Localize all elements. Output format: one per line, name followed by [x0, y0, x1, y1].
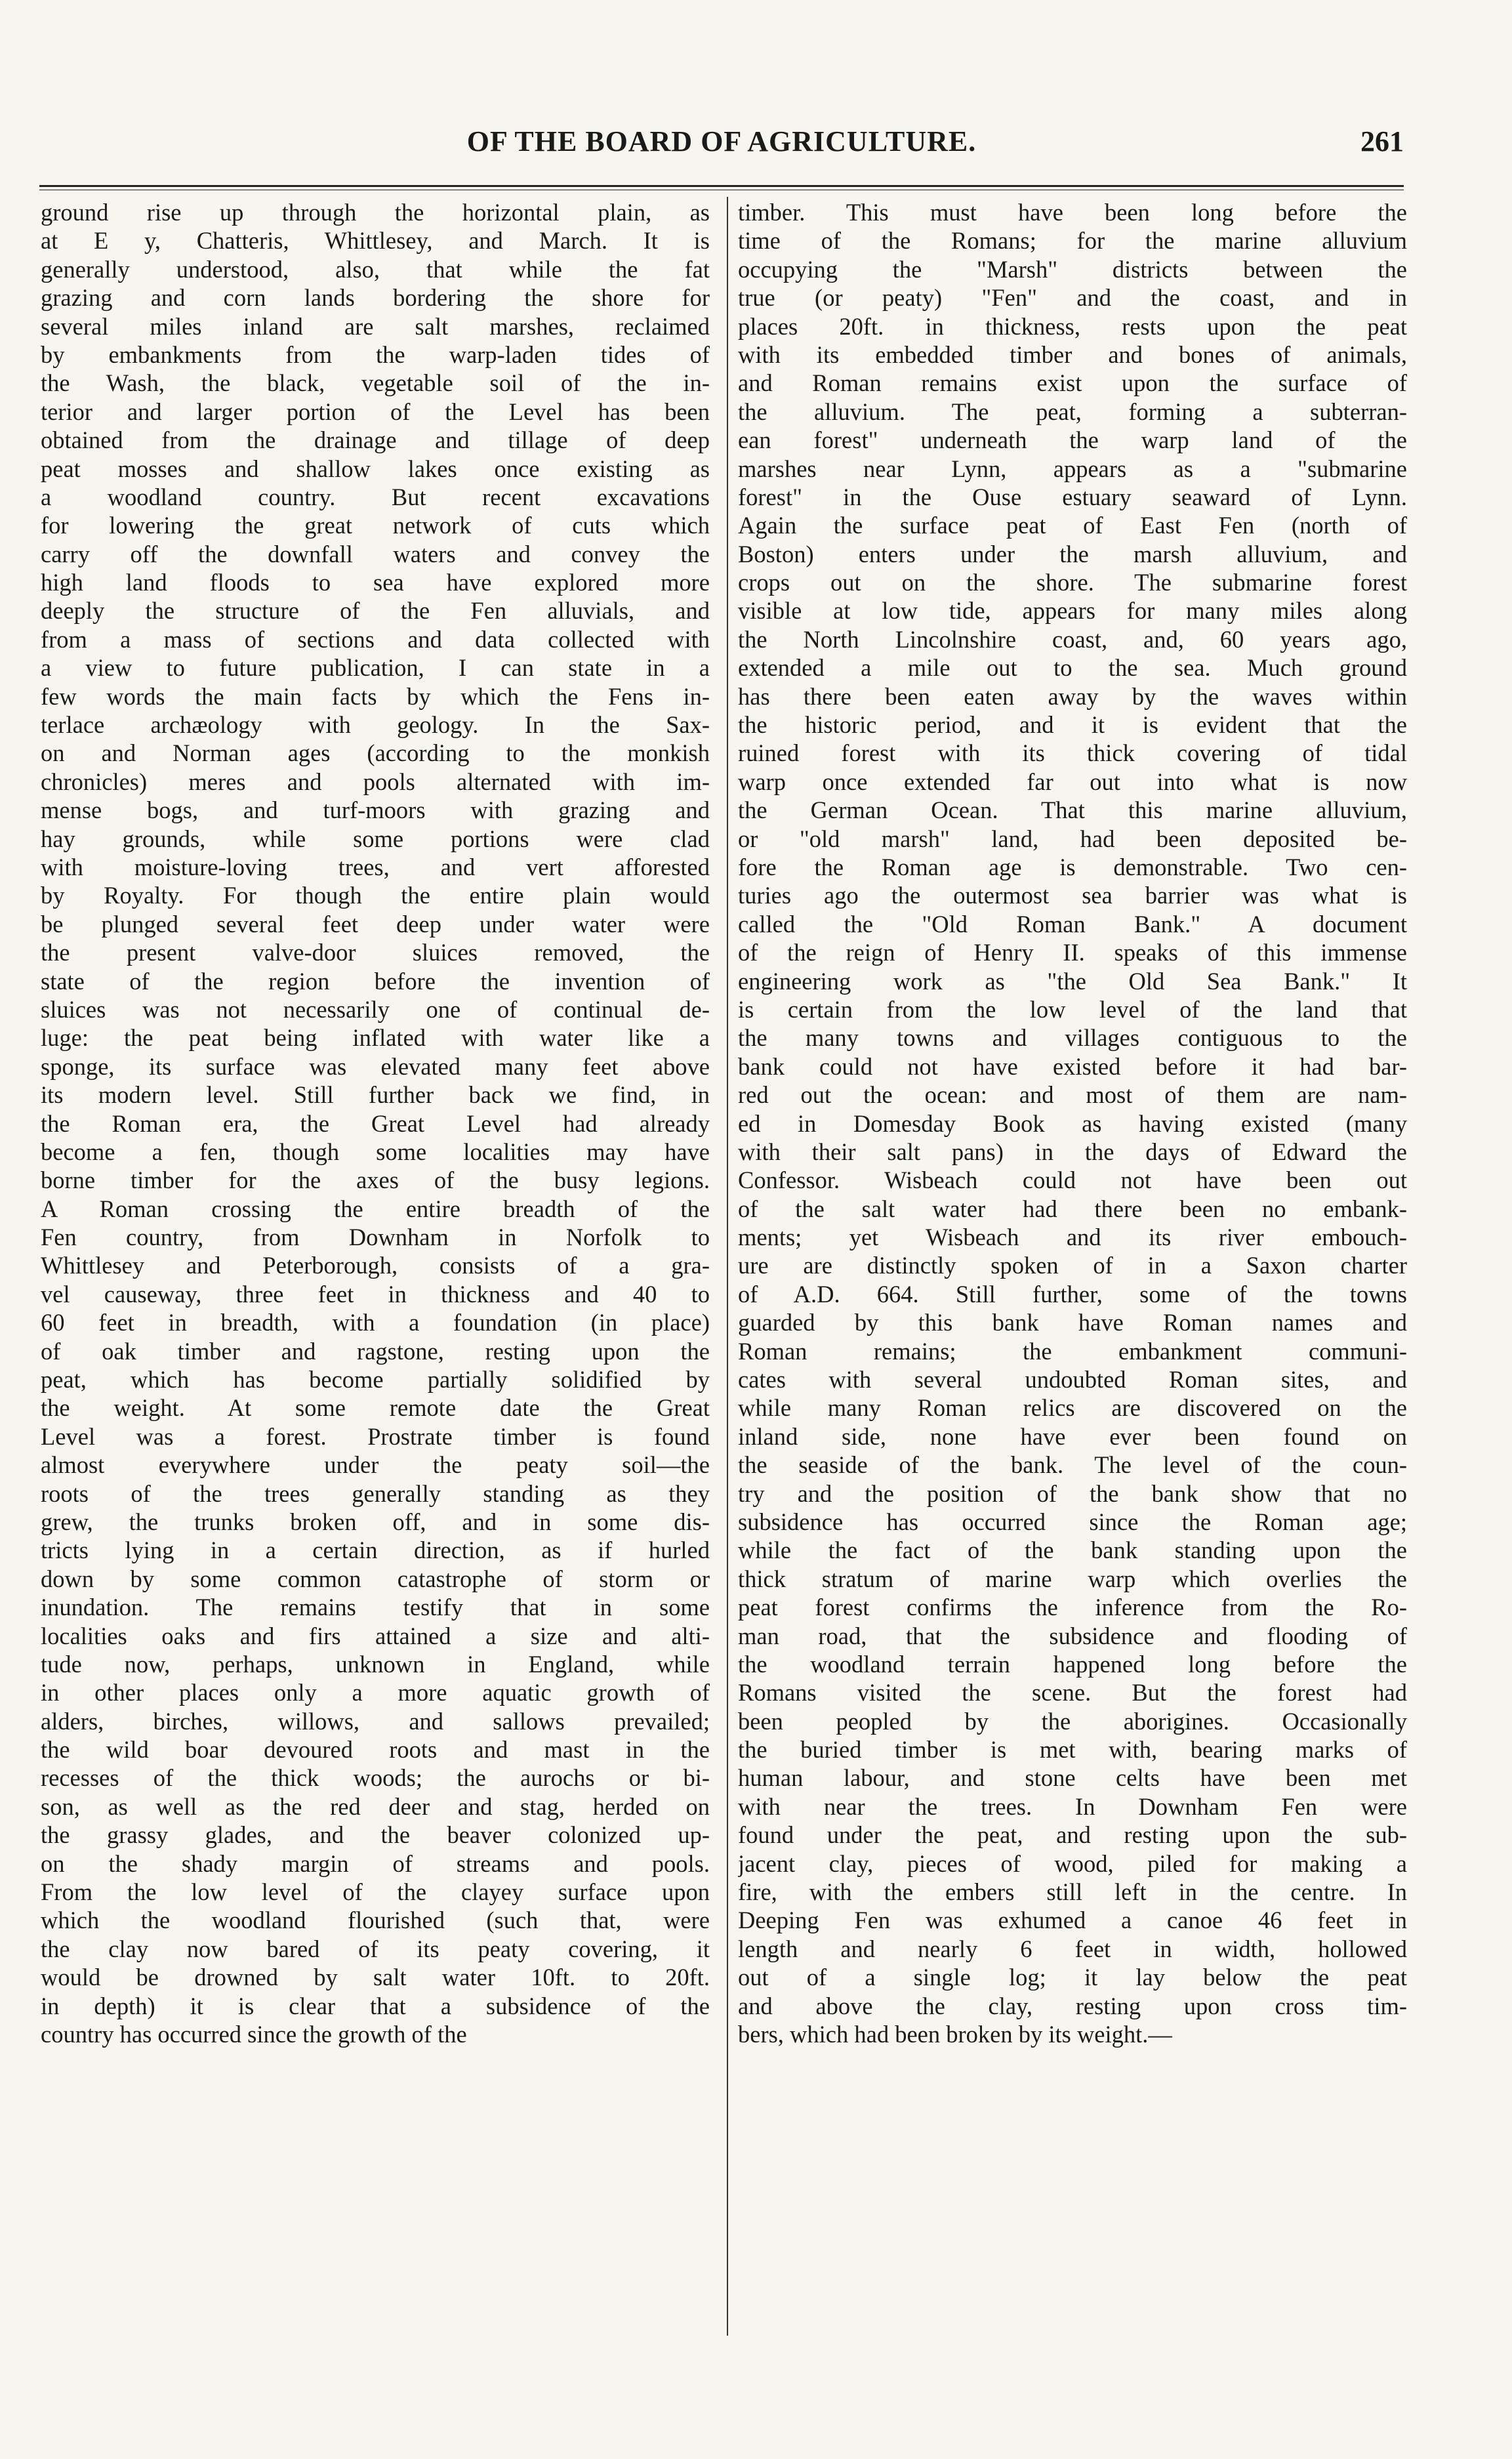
text-line: by Royalty. For though the entire plain would — [41, 882, 710, 909]
text-line: fire, with the embers still left in the centre. In — [738, 1878, 1407, 1906]
text-line: jacent clay, pieces of wood, piled for making a — [738, 1849, 1407, 1877]
text-line: the alluvium. The peat, forming a subterran- — [738, 398, 1407, 425]
text-line: true (or peaty) "Fen" and the coast, and in — [738, 284, 1407, 312]
text-line: the clay now bared of its peaty covering, it — [41, 1935, 710, 1962]
text-line: called the "Old Roman Bank." A document — [738, 910, 1407, 938]
text-line: forest" in the Ouse estuary seaward of Lynn. — [738, 483, 1407, 510]
text-line: while the fact of the bank standing upon the — [738, 1537, 1407, 1564]
text-line: would be drowned by salt water 10ft. to 20ft. — [41, 1964, 710, 1991]
text-line: the grassy glades, and the beaver colonized up- — [41, 1821, 710, 1849]
text-line: length and nearly 6 feet in width, hollowed — [738, 1935, 1407, 1962]
text-line: out of a single log; it lay below the peat — [738, 1964, 1407, 1991]
column-divider — [727, 197, 728, 2336]
text-line: subsidence has occurred since the Roman age; — [738, 1508, 1407, 1535]
text-line: Whittlesey and Peterborough, consists of a gra- — [41, 1252, 710, 1279]
text-line: the seaside of the bank. The level of the coun- — [738, 1451, 1407, 1479]
text-line: occupying the "Marsh" districts between the — [738, 255, 1407, 283]
text-line: almost everywhere under the peaty soil—the — [41, 1451, 710, 1479]
text-line: from a mass of sections and data collected with — [41, 625, 710, 653]
text-line: carry off the downfall waters and convey the — [41, 540, 710, 568]
text-line: marshes near Lynn, appears as a "submarine — [738, 455, 1407, 482]
text-line: extended a mile out to the sea. Much ground — [738, 654, 1407, 682]
text-line: warp once extended far out into what is now — [738, 768, 1407, 795]
left-column — [41, 198, 710, 2330]
text-line: ments; yet Wisbeach and its river embouch- — [738, 1224, 1407, 1251]
text-line: with near the trees. In Downham Fen were — [738, 1792, 1407, 1820]
text-line: sluices was not necessarily one of continual de- — [41, 995, 710, 1023]
page-number: 261 — [1360, 125, 1404, 157]
text-line: few words the main facts by which the Fens in- — [41, 682, 710, 710]
text-line: for lowering the great network of cuts which — [41, 512, 710, 539]
text-line: Confessor. Wisbeach could not have been out — [738, 1167, 1407, 1194]
text-line: in other places only a more aquatic growth of — [41, 1679, 710, 1706]
text-line: Romans visited the scene. But the forest had — [738, 1679, 1407, 1706]
text-line: turies ago the outermost sea barrier was what is — [738, 882, 1407, 909]
text-line: grazing and corn lands bordering the shore for — [41, 284, 710, 312]
text-line: Boston) enters under the marsh alluvium, and — [738, 540, 1407, 568]
text-line: localities oaks and firs attained a size and alti- — [41, 1622, 710, 1649]
text-line: country has occurred since the growth of the — [41, 2021, 467, 2048]
text-line: is certain from the low level of the land that — [738, 995, 1407, 1023]
text-line: has there been eaten away by the waves within — [738, 682, 1407, 710]
text-line: Fen country, from Downham in Norfolk to — [41, 1224, 710, 1251]
text-line: be plunged several feet deep under water were — [41, 910, 710, 938]
text-line: found under the peat, and resting upon the sub- — [738, 1821, 1407, 1849]
text-line: the many towns and villages contiguous to the — [738, 1024, 1407, 1052]
text-line: of oak timber and ragstone, resting upon the — [41, 1337, 710, 1365]
text-line: try and the position of the bank show that no — [738, 1479, 1407, 1507]
running-title: OF THE BOARD OF AGRICULTURE. — [466, 125, 977, 157]
text-line: been peopled by the aborigines. Occasionally — [738, 1707, 1407, 1735]
text-line: roots of the trees generally standing as they — [41, 1479, 710, 1507]
text-line: man road, that the subsidence and flooding of — [738, 1622, 1407, 1649]
text-line: peat, which has become partially solidified by — [41, 1366, 710, 1394]
text-line: the Roman era, the Great Level had already — [41, 1109, 710, 1137]
text-line: or "old marsh" land, had been deposited be- — [738, 825, 1407, 852]
text-line: the present valve-door sluices removed, the — [41, 939, 710, 966]
text-line: tude now, perhaps, unknown in England, while — [41, 1650, 710, 1678]
text-line: which the woodland flourished (such that, were — [41, 1907, 710, 1934]
text-line: of A.D. 664. Still further, some of the towns — [738, 1280, 1407, 1308]
text-line: a view to future publication, I can state in a — [41, 654, 710, 682]
page-header — [39, 125, 1404, 171]
text-line: thick stratum of marine warp which overlies the — [738, 1565, 1407, 1592]
text-line: the historic period, and it is evident that the — [738, 711, 1407, 739]
text-line: chronicles) meres and pools alternated with im- — [41, 768, 710, 795]
text-line: on and Norman ages (according to the monkish — [41, 739, 710, 767]
right-column — [738, 198, 1407, 2330]
text-line: son, as well as the red deer and stag, herded on — [41, 1792, 710, 1820]
text-line: ean forest" underneath the warp land of the — [738, 426, 1407, 454]
text-line: become a fen, though some localities may have — [41, 1138, 710, 1165]
text-line: the woodland terrain happened long before the — [738, 1650, 1407, 1678]
text-line: sponge, its surface was elevated many feet above — [41, 1052, 710, 1080]
text-line: 60 feet in breadth, with a foundation (in place) — [41, 1309, 710, 1336]
text-line: at E y, Chatteris, Whittlesey, and March. It is — [41, 227, 710, 255]
text-line: with their salt pans) in the days of Edward the — [738, 1138, 1407, 1165]
text-line: inland side, none have ever been found on — [738, 1422, 1407, 1450]
text-line: several miles inland are salt marshes, reclaimed — [41, 312, 710, 340]
text-line: the buried timber is met with, bearing marks of — [738, 1736, 1407, 1764]
text-line: grew, the trunks broken off, and in some dis- — [41, 1508, 710, 1535]
text-line: engineering work as "the Old Sea Bank." It — [738, 967, 1407, 995]
text-line: ground rise up through the horizontal plain, as — [41, 199, 710, 226]
text-line: deeply the structure of the Fen alluvials, and — [41, 597, 710, 625]
text-line: bers, which had been broken by its weight.— — [738, 2021, 1172, 2048]
text-line: by embankments from the warp-laden tides of — [41, 341, 710, 368]
text-line: hay grounds, while some portions were clad — [41, 825, 710, 852]
text-line: and above the clay, resting upon cross tim- — [738, 1992, 1407, 2019]
text-line: the wild boar devoured roots and mast in the — [41, 1736, 710, 1764]
text-line: of the salt water had there been no embank- — [738, 1195, 1407, 1222]
text-line: visible at low tide, appears for many miles along — [738, 597, 1407, 625]
text-line: on the shady margin of streams and pools. — [41, 1849, 710, 1877]
text-line: recesses of the thick woods; the aurochs or bi- — [41, 1764, 710, 1792]
header-rule — [39, 185, 1404, 187]
text-line: mense bogs, and turf-moors with grazing and — [41, 796, 710, 824]
text-line: the weight. At some remote date the Great — [41, 1394, 710, 1422]
text-line: with moisture-loving trees, and vert afforested — [41, 853, 710, 880]
text-line: peat forest confirms the inference from the Ro- — [738, 1594, 1407, 1621]
text-line: alders, birches, willows, and sallows prevailed; — [41, 1707, 710, 1735]
text-line: Level was a forest. Prostrate timber is found — [41, 1422, 710, 1450]
text-line: borne timber for the axes of the busy legions. — [41, 1167, 710, 1194]
text-line: timber. This must have been long before the — [738, 199, 1407, 226]
text-line: cates with several undoubted Roman sites, and — [738, 1366, 1407, 1394]
text-line: the Wash, the black, vegetable soil of the in- — [41, 369, 710, 397]
text-line: peat mosses and shallow lakes once existing as — [41, 455, 710, 482]
text-line: with its embedded timber and bones of animals, — [738, 341, 1407, 368]
text-line: bank could not have existed before it had bar- — [738, 1052, 1407, 1080]
text-line: ure are distinctly spoken of in a Saxon charter — [738, 1252, 1407, 1279]
text-line: Deeping Fen was exhumed a canoe 46 feet in — [738, 1907, 1407, 1934]
text-line: the North Lincolnshire coast, and, 60 years ago, — [738, 625, 1407, 653]
text-line: obtained from the drainage and tillage of deep — [41, 426, 710, 454]
text-line: and Roman remains exist upon the surface of — [738, 369, 1407, 397]
text-line: places 20ft. in thickness, rests upon the peat — [738, 312, 1407, 340]
text-line: terlace archæology with geology. In the Sax- — [41, 711, 710, 739]
text-line: its modern level. Still further back we find, in — [41, 1081, 710, 1109]
text-line: terior and larger portion of the Level has been — [41, 398, 710, 425]
text-line: crops out on the shore. The submarine forest — [738, 569, 1407, 596]
text-line: state of the region before the invention of — [41, 967, 710, 995]
text-line: ruined forest with its thick covering of tidal — [738, 739, 1407, 767]
text-line: a woodland country. But recent excavations — [41, 483, 710, 510]
text-line: fore the Roman age is demonstrable. Two cen- — [738, 853, 1407, 880]
text-line: From the low level of the clayey surface upon — [41, 1878, 710, 1906]
text-line: human labour, and stone celts have been met — [738, 1764, 1407, 1792]
text-line: time of the Romans; for the marine alluvium — [738, 227, 1407, 255]
text-line: high land floods to sea have explored more — [41, 569, 710, 596]
text-line: ed in Domesday Book as having existed (many — [738, 1109, 1407, 1137]
text-line: A Roman crossing the entire breadth of the — [41, 1195, 710, 1222]
text-line: in depth) it is clear that a subsidence of the — [41, 1992, 710, 2019]
text-line: tricts lying in a certain direction, as if hurled — [41, 1537, 710, 1564]
text-line: Again the surface peat of East Fen (north of — [738, 512, 1407, 539]
text-line: of the reign of Henry II. speaks of this immense — [738, 939, 1407, 966]
text-line: vel causeway, three feet in thickness and 40 to — [41, 1280, 710, 1308]
text-line: down by some common catastrophe of storm or — [41, 1565, 710, 1592]
text-line: luge: the peat being inflated with water like a — [41, 1024, 710, 1052]
text-line: the German Ocean. That this marine alluvium, — [738, 796, 1407, 824]
text-line: guarded by this bank have Roman names and — [738, 1309, 1407, 1336]
text-line: inundation. The remains testify that in some — [41, 1594, 710, 1621]
text-line: red out the ocean: and most of them are nam- — [738, 1081, 1407, 1109]
text-line: generally understood, also, that while the fat — [41, 255, 710, 283]
text-line: while many Roman relics are discovered on the — [738, 1394, 1407, 1422]
text-line: Roman remains; the embankment communi- — [738, 1337, 1407, 1365]
